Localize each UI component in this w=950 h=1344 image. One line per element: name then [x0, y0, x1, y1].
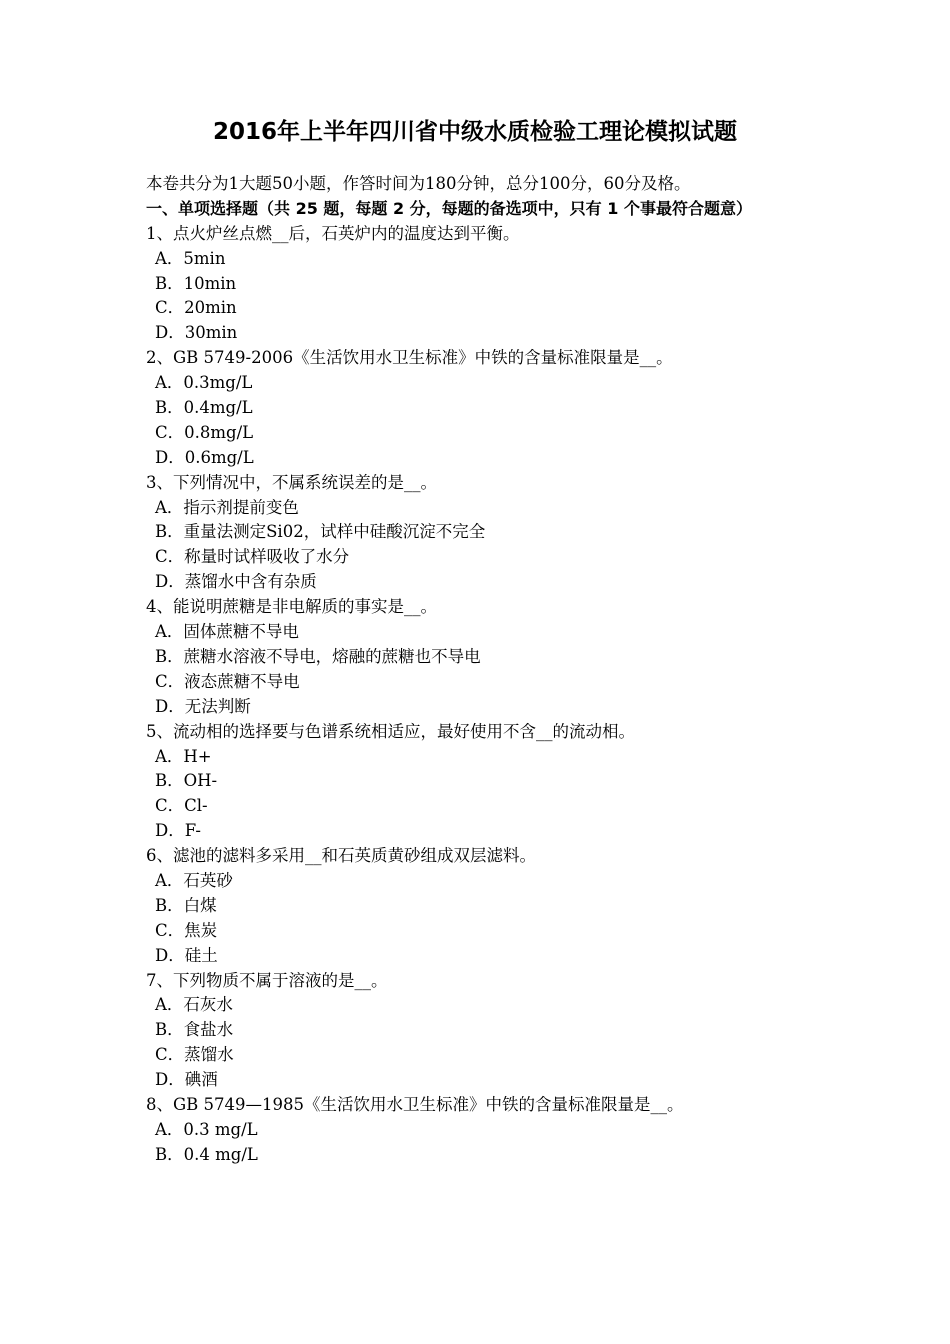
option-a: A．指示剂提前变色 [155, 497, 299, 517]
question-1 [146, 222, 808, 346]
option-c: C．称量时试样吸收了水分 [155, 547, 350, 567]
question-stem: 5、流动相的选择要与色谱系统相适应，最好使用不含__的流动相。 [146, 721, 635, 741]
option-b: B．重量法测定Si02，试样中硅酸沉淀不完全 [155, 522, 486, 542]
option-a: A．石英砂 [155, 870, 233, 890]
option-a: A．5min [155, 248, 226, 268]
question-5 [146, 720, 808, 844]
question-stem: 7、下列物质不属于溶液的是__。 [146, 970, 388, 990]
option-b: B．0.4mg/L [155, 398, 253, 418]
document-title: 2016年上半年四川省中级水质检验工理论模拟试题 [212, 119, 737, 145]
option-a: A．石灰水 [155, 995, 233, 1015]
option-a: A．0.3 mg/L [155, 1119, 258, 1139]
option-b: B．食盐水 [155, 1020, 234, 1040]
option-b: B．10min [155, 273, 237, 293]
option-c: C．焦炭 [155, 920, 218, 940]
document-body [146, 172, 808, 1168]
option-b: B．白煤 [155, 895, 217, 915]
question-stem: 4、能说明蔗糖是非电解质的事实是__。 [146, 597, 437, 617]
option-d: D．0.6mg/L [155, 447, 254, 467]
option-c: C．20min [155, 298, 237, 318]
option-d: D．30min [155, 323, 238, 343]
option-b: B．OH- [155, 771, 218, 791]
option-d: D．无法判断 [155, 696, 251, 716]
question-4 [146, 595, 808, 719]
question-8 [146, 1093, 808, 1168]
option-b: B．蔗糖水溶液不导电，熔融的蔗糖也不导电 [155, 646, 481, 666]
option-a: A．固体蔗糖不导电 [155, 622, 299, 642]
question-7 [146, 969, 808, 1093]
question-6 [146, 844, 808, 968]
option-c: C．蒸馏水 [155, 1045, 234, 1065]
option-a: A．H+ [155, 746, 212, 766]
option-c: C．0.8mg/L [155, 422, 254, 442]
question-stem: 6、滤池的滤料多采用__和石英质黄砂组成双层滤料。 [146, 846, 536, 866]
option-d: D．碘酒 [155, 1070, 218, 1090]
option-c: C．液态蔗糖不导电 [155, 671, 300, 691]
question-2 [146, 346, 808, 470]
question-stem: 1、点火炉丝点燃__后，石英炉内的温度达到平衡。 [146, 223, 520, 243]
question-3 [146, 471, 808, 595]
question-stem: 3、下列情况中，不属系统误差的是__。 [146, 472, 437, 492]
question-stem: 8、GB 5749—1985《生活饮用水卫生标准》中铁的含量标准限量是__。 [146, 1094, 684, 1114]
exam-intro: 本卷共分为1大题50小题，作答时间为180分钟，总分100分，60分及格。 [146, 174, 691, 193]
option-d: D．硅土 [155, 945, 218, 965]
option-d: D．F- [155, 821, 202, 841]
option-a: A．0.3mg/L [155, 373, 253, 393]
question-stem: 2、GB 5749-2006《生活饮用水卫生标准》中铁的含量标准限量是__。 [146, 348, 673, 368]
option-b: B．0.4 mg/L [155, 1144, 258, 1164]
option-c: C．Cl- [155, 796, 208, 816]
section-heading: 一、单项选择题（共 25 题，每题 2 分，每题的备选项中，只有 1 个事最符合题意） [146, 198, 752, 218]
option-d: D．蒸馏水中含有杂质 [155, 572, 317, 592]
